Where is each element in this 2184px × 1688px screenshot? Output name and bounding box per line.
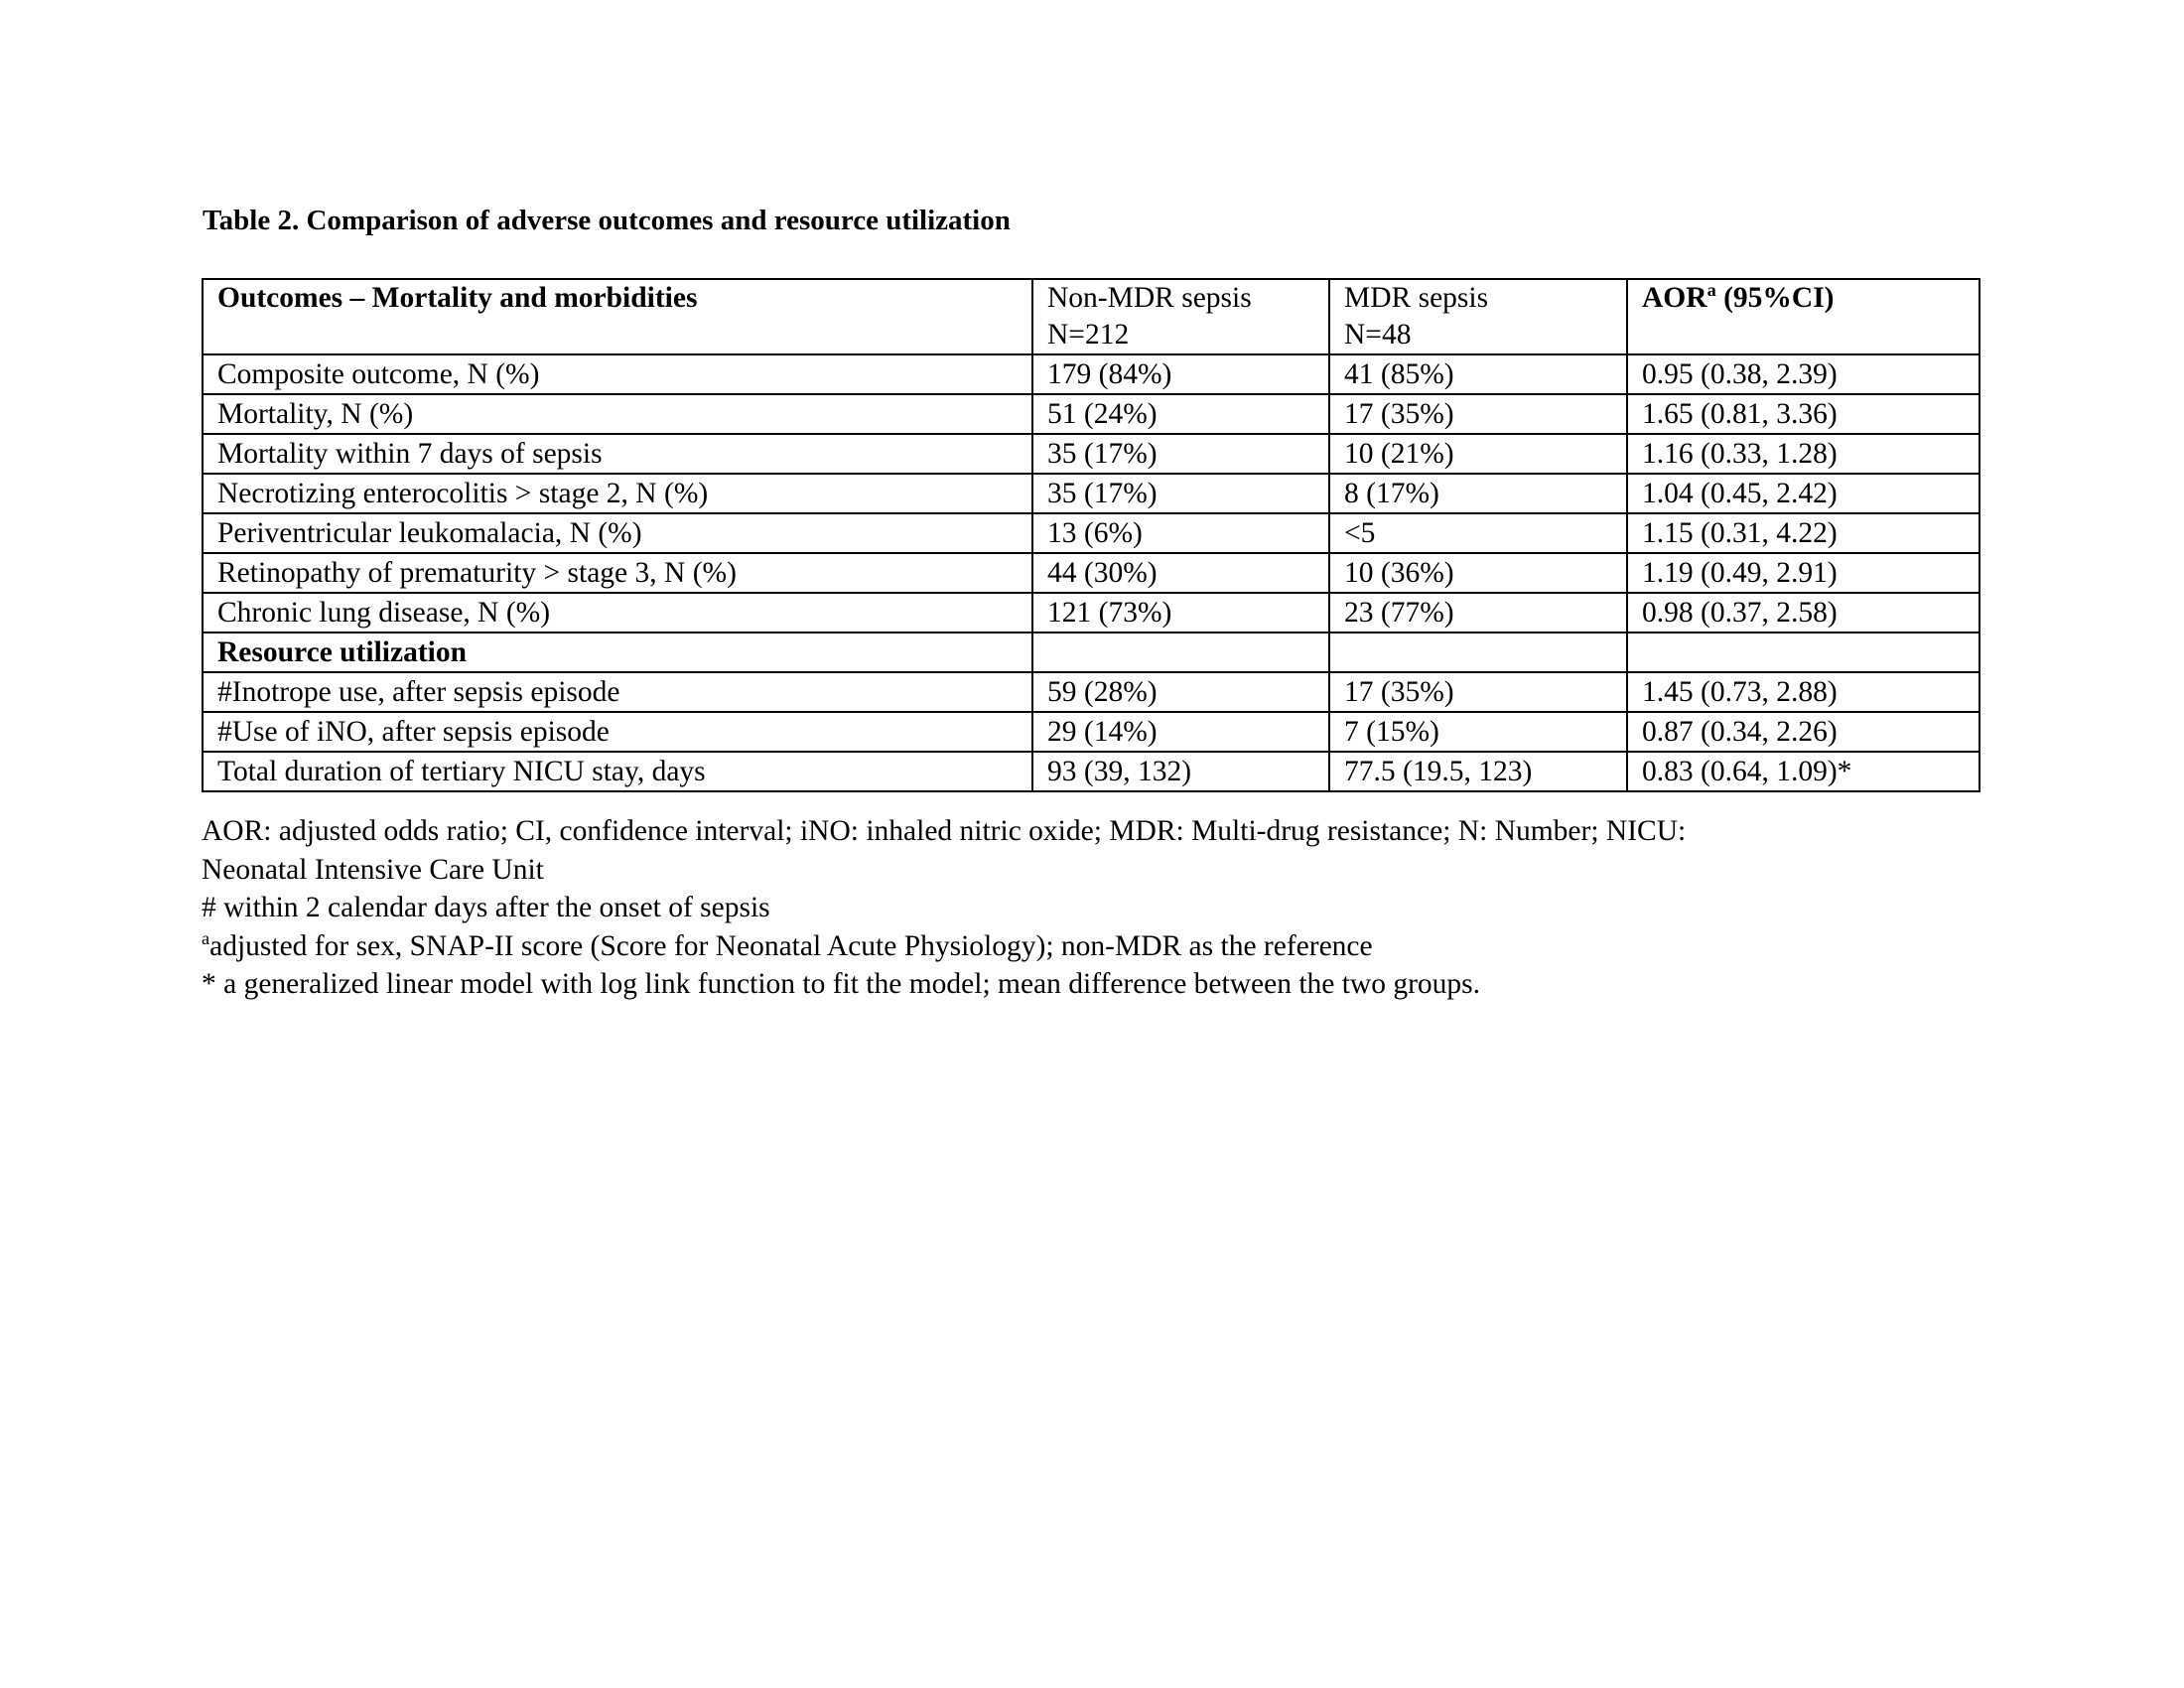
row-non-mdr-value: 29 (14%): [1032, 712, 1329, 752]
row-aor-value: 0.95 (0.38, 2.39): [1627, 354, 1979, 394]
header-mdr: [1329, 279, 1627, 354]
row-label: #Use of iNO, after sepsis episode: [203, 712, 1032, 752]
row-mdr-value: 77.5 (19.5, 123): [1329, 752, 1627, 791]
empty-cell: [1032, 633, 1329, 672]
header-non-mdr: [1032, 279, 1329, 354]
outcomes-table: [202, 278, 1980, 792]
row-label: Periventricular leukomalacia, N (%): [203, 513, 1032, 553]
row-non-mdr-value: 121 (73%): [1032, 593, 1329, 633]
row-aor-value: 0.83 (0.64, 1.09)*: [1627, 752, 1979, 791]
footnote-a-text: adjusted for sex, SNAP-II score (Score for Neonatal Acute Physiology); non-MDR as the reference: [209, 929, 1373, 962]
row-label: Composite outcome, N (%): [203, 354, 1032, 394]
footnote-abbreviations-line1: AOR: adjusted odds ratio; CI, confidence interval; iNO: inhaled nitric oxide; MDR: Multi-drug resistance; N: Number; NICU:: [202, 815, 1687, 847]
row-aor-value: 1.16 (0.33, 1.28): [1627, 434, 1979, 474]
row-mdr-value: 17 (35%): [1329, 394, 1627, 434]
footnote-star: * a generalized linear model with log link function to fit the model; mean difference between the two groups.: [202, 968, 1481, 1000]
table-row: [203, 752, 1979, 791]
table-row: [203, 434, 1979, 474]
footnote-hash: # within 2 calendar days after the onset of sepsis: [202, 892, 770, 923]
header-aor: [1627, 279, 1979, 354]
row-label: #Inotrope use, after sepsis episode: [203, 672, 1032, 712]
row-aor-value: 0.98 (0.37, 2.58): [1627, 593, 1979, 633]
row-aor-value: 1.15 (0.31, 4.22): [1627, 513, 1979, 553]
row-aor-value: 1.19 (0.49, 2.91): [1627, 553, 1979, 593]
header-aor-superscript: a: [1706, 280, 1716, 301]
row-mdr-value: 8 (17%): [1329, 474, 1627, 513]
row-aor-value: 1.04 (0.45, 2.42): [1627, 474, 1979, 513]
header-non-mdr-label: Non-MDR sepsis: [1047, 282, 1252, 314]
header-mdr-n: N=48: [1344, 319, 1412, 351]
empty-cell: [1627, 633, 1979, 672]
row-label: Mortality, N (%): [203, 394, 1032, 434]
table-title: Table 2. Comparison of adverse outcomes and resource utilization: [203, 205, 1011, 236]
section-header-resource-utilization: Resource utilization: [203, 633, 1032, 672]
header-mdr-label: MDR sepsis: [1344, 282, 1489, 314]
row-non-mdr-value: 35 (17%): [1032, 434, 1329, 474]
row-non-mdr-value: 179 (84%): [1032, 354, 1329, 394]
row-mdr-value: 17 (35%): [1329, 672, 1627, 712]
row-aor-value: 0.87 (0.34, 2.26): [1627, 712, 1979, 752]
table-row: [203, 712, 1979, 752]
table-row: [203, 553, 1979, 593]
row-label: Mortality within 7 days of sepsis: [203, 434, 1032, 474]
table-row: [203, 513, 1979, 553]
row-non-mdr-value: 44 (30%): [1032, 553, 1329, 593]
table-footnotes: [202, 812, 1988, 1004]
row-non-mdr-value: 93 (39, 132): [1032, 752, 1329, 791]
table-header-row: [203, 279, 1979, 354]
footnote-a: [202, 927, 1988, 966]
row-label: Necrotizing enterocolitis > stage 2, N (%): [203, 474, 1032, 513]
footnote-a-superscript: a: [202, 927, 210, 948]
row-mdr-value: 41 (85%): [1329, 354, 1627, 394]
row-mdr-value: 10 (21%): [1329, 434, 1627, 474]
row-label: Total duration of tertiary NICU stay, days: [203, 752, 1032, 791]
row-mdr-value: 10 (36%): [1329, 553, 1627, 593]
header-non-mdr-n: N=212: [1047, 319, 1130, 351]
section-header-row: [203, 633, 1979, 672]
table-row: [203, 354, 1979, 394]
table-row: [203, 672, 1979, 712]
header-aor-ci: (95%CI): [1715, 282, 1835, 314]
row-aor-value: 1.65 (0.81, 3.36): [1627, 394, 1979, 434]
row-label: Retinopathy of prematurity > stage 3, N (%): [203, 553, 1032, 593]
row-non-mdr-value: 35 (17%): [1032, 474, 1329, 513]
footnote-abbreviations-line2: Neonatal Intensive Care Unit: [202, 853, 544, 886]
row-label: Chronic lung disease, N (%): [203, 593, 1032, 633]
row-non-mdr-value: 51 (24%): [1032, 394, 1329, 434]
row-non-mdr-value: 59 (28%): [1032, 672, 1329, 712]
row-non-mdr-value: 13 (6%): [1032, 513, 1329, 553]
row-mdr-value: <5: [1329, 513, 1627, 553]
header-aor-label: AOR: [1642, 282, 1707, 314]
empty-cell: [1329, 633, 1627, 672]
row-aor-value: 1.45 (0.73, 2.88): [1627, 672, 1979, 712]
header-outcomes: Outcomes – Mortality and morbidities: [203, 279, 1032, 354]
table-row: [203, 394, 1979, 434]
table-row: [203, 474, 1979, 513]
row-mdr-value: 23 (77%): [1329, 593, 1627, 633]
table-row: [203, 593, 1979, 633]
row-mdr-value: 7 (15%): [1329, 712, 1627, 752]
